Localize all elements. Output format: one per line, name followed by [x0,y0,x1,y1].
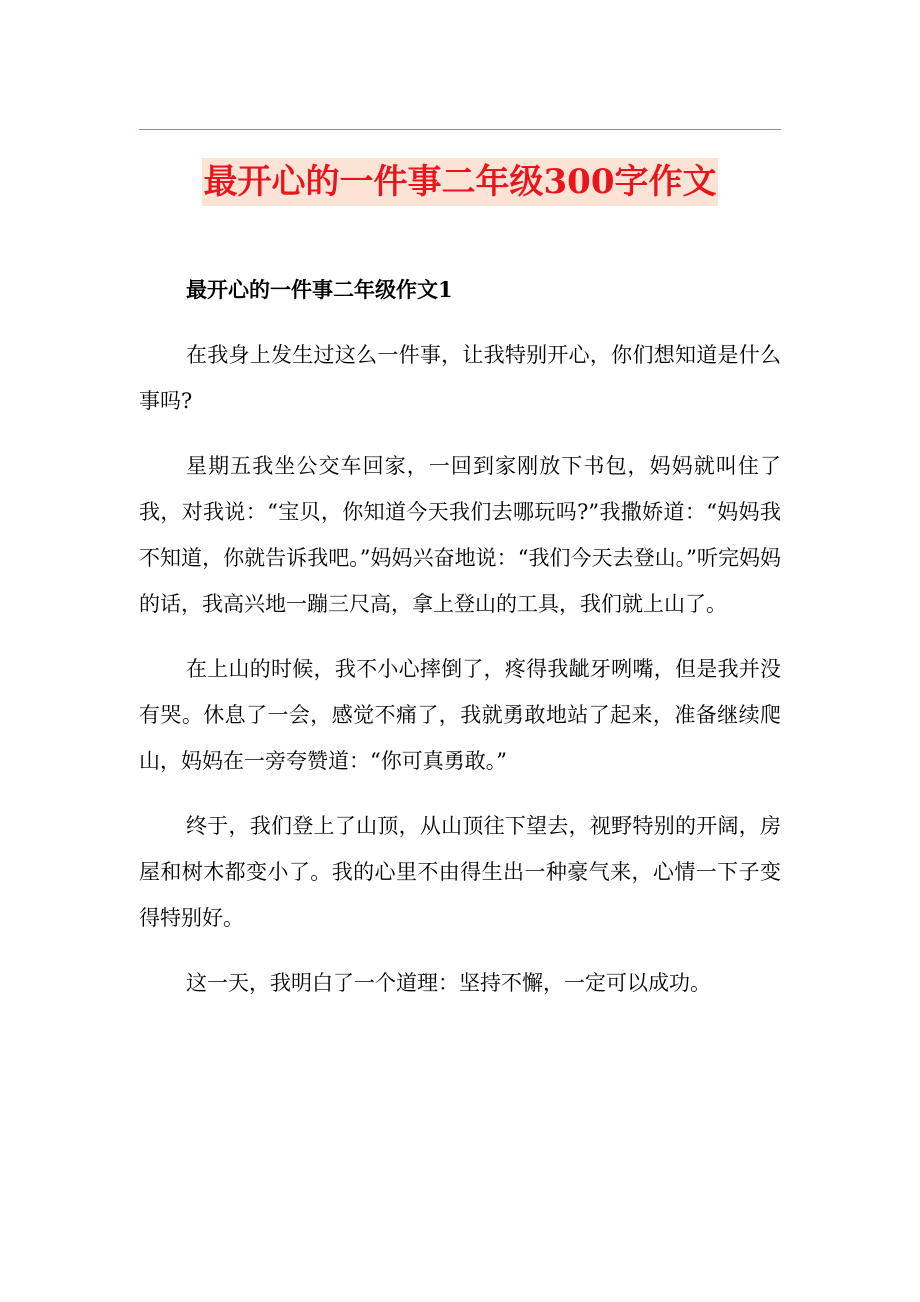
paragraph: 在上山的时候，我不小心摔倒了，疼得我龇牙咧嘴，但是我并没有哭。休息了一会，感觉不痛了，我就勇敢地站了起来，准备继续爬山，妈妈在一旁夸赞道：“你可真勇敢。” [139,657,781,773]
paragraph: 这一天，我明白了一个道理：坚持不懈，一定可以成功。 [186,971,711,995]
paragraph: 终于，我们登上了山顶，从山顶往下望去，视野特别的开阔，房屋和树木都变小了。我的心里不由得生出一种豪气来，心情一下子变得特别好。 [139,814,781,930]
document-body [139,268,781,1025]
header-rule [139,129,781,130]
paragraph: 在我身上发生过这么一件事，让我特别开心，你们想知道是什么事吗? [139,343,781,413]
document-title [0,158,920,206]
document-title-text: 最开心的一件事二年级300字作文 [202,158,719,206]
essay-subtitle: 最开心的一件事二年级作文1 [186,277,453,302]
paragraph: 星期五我坐公交车回家，一回到家刚放下书包，妈妈就叫住了我，对我说：“宝贝，你知道今天我们去哪玩吗?”我撒娇道：“妈妈我不知道，你就告诉我吧。”妈妈兴奋地说：“我们今天去登山。”听完妈妈的话，我高兴地一蹦三尺高，拿上登山的工具，我们就上山了。 [139,454,781,616]
